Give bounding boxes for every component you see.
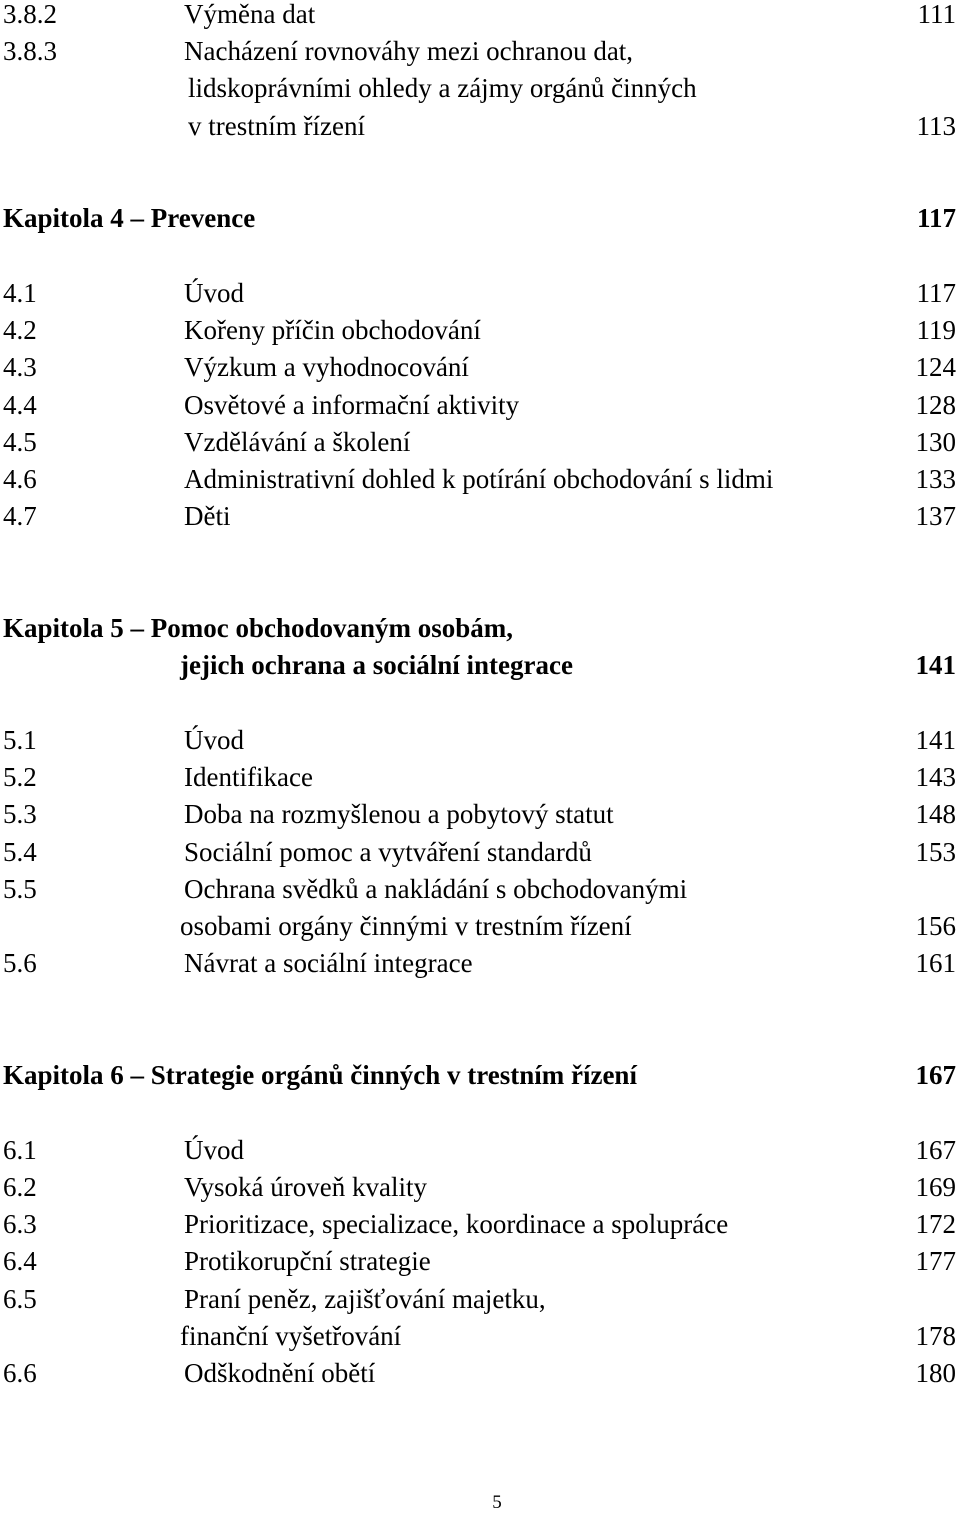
section-title: Protikorupční strategie [184, 1246, 431, 1276]
section-number: 3.8.3 [3, 36, 57, 66]
section-number: 6.6 [3, 1358, 37, 1388]
section-title: Výměna dat [184, 0, 316, 29]
section-title: Úvod [184, 278, 244, 308]
toc-entry-3-8-3-cont2 [0, 108, 960, 145]
page-number: 133 [915, 464, 956, 494]
page-number: 167 [915, 1135, 956, 1165]
page-number: 178 [915, 1321, 956, 1351]
toc-entry-4-6 [0, 461, 960, 498]
toc-entry-6-2 [0, 1169, 960, 1206]
section-number: 5.2 [3, 762, 37, 792]
toc-entry-3-8-3 [0, 33, 960, 70]
section-title: Úvod [184, 1135, 244, 1165]
section-title: Administrativní dohled k potírání obchodování s lidmi [184, 464, 774, 494]
section-title: Úvod [184, 725, 244, 755]
section-title: Sociální pomoc a vytváření standardů [184, 837, 592, 867]
page-number: 156 [915, 911, 956, 941]
toc-entry-4-2 [0, 312, 960, 349]
footer-page-number: 5 [492, 1492, 502, 1513]
page-number: 113 [916, 111, 956, 141]
page-number: 124 [915, 352, 956, 382]
section-title: Praní peněz, zajišťování majetku, [184, 1284, 546, 1314]
page-number: 137 [915, 501, 956, 531]
section-title-continued: osobami orgány činnými v trestním řízení [180, 911, 632, 941]
section-title-continued: v trestním řízení [188, 111, 365, 141]
page-number: 130 [915, 427, 956, 457]
section-number: 5.6 [3, 948, 37, 978]
page-number: 117 [916, 278, 956, 308]
toc-entry-4-1 [0, 275, 960, 312]
page-number: 148 [915, 799, 956, 829]
section-number: 4.2 [3, 315, 37, 345]
toc-entry-6-6 [0, 1355, 960, 1392]
toc-entry-6-4 [0, 1243, 960, 1280]
section-title: Kořeny příčin obchodování [184, 315, 481, 345]
section-title-continued: lidskoprávními ohledy a zájmy orgánů činných [188, 73, 697, 103]
section-number: 4.3 [3, 352, 37, 382]
section-title: Děti [184, 501, 231, 531]
section-number: 5.5 [3, 874, 37, 904]
toc-entry-5-3 [0, 796, 960, 833]
section-number: 6.3 [3, 1209, 37, 1239]
page-number: 161 [915, 948, 956, 978]
chapter-6-heading [0, 1057, 960, 1094]
toc-entry-6-3 [0, 1206, 960, 1243]
page-number: 141 [915, 725, 956, 755]
toc-entry-5-1 [0, 722, 960, 759]
page-footer [0, 1493, 960, 1513]
chapter-5-heading-cont [0, 647, 960, 684]
toc-entry-6-1 [0, 1132, 960, 1169]
page-number: 119 [916, 315, 956, 345]
section-number: 5.3 [3, 799, 37, 829]
section-number: 6.4 [3, 1246, 37, 1276]
section-title: Vysoká úroveň kvality [184, 1172, 427, 1202]
section-title: Nacházení rovnováhy mezi ochranou dat, [184, 36, 634, 66]
chapter-page-number: 117 [916, 203, 956, 233]
toc-entry-5-5-cont [0, 908, 960, 945]
page-number: 111 [917, 0, 956, 29]
chapter-5-heading [0, 610, 960, 647]
section-title: Prioritizace, specializace, koordinace a spolupráce [184, 1209, 729, 1239]
section-title: Doba na rozmyšlenou a pobytový statut [184, 799, 614, 829]
page-number: 172 [915, 1209, 956, 1239]
page-number: 169 [915, 1172, 956, 1202]
section-title: Identifikace [184, 762, 313, 792]
section-number: 5.4 [3, 837, 37, 867]
section-number: 5.1 [3, 725, 37, 755]
section-title: Výzkum a vyhodnocování [184, 352, 469, 382]
page-number: 177 [915, 1246, 956, 1276]
section-title: Návrat a sociální integrace [184, 948, 473, 978]
section-number: 4.4 [3, 390, 37, 420]
toc-entry-4-3 [0, 349, 960, 386]
section-number: 3.8.2 [3, 0, 57, 29]
chapter-title: Kapitola 5 – Pomoc obchodovaným osobám, [3, 613, 514, 643]
page-number: 153 [915, 837, 956, 867]
toc-entry-5-5 [0, 871, 960, 908]
toc-entry-5-2 [0, 759, 960, 796]
section-title: Odškodnění obětí [184, 1358, 376, 1388]
chapter-title: Kapitola 6 – Strategie orgánů činných v trestním řízení [3, 1060, 637, 1090]
toc-entry-6-5 [0, 1281, 960, 1318]
section-number: 4.5 [3, 427, 37, 457]
chapter-title-continued: jejich ochrana a sociální integrace [180, 650, 573, 680]
toc-entry-3-8-3-cont1 [0, 70, 960, 107]
section-number: 6.2 [3, 1172, 37, 1202]
section-title-continued: finanční vyšetřování [180, 1321, 402, 1351]
section-number: 6.5 [3, 1284, 37, 1314]
section-number: 4.1 [3, 278, 37, 308]
toc-entry-6-5-cont [0, 1318, 960, 1355]
page-number: 143 [915, 762, 956, 792]
page-number: 180 [915, 1358, 956, 1388]
toc-entry-4-4 [0, 387, 960, 424]
section-title: Ochrana svědků a nakládání s obchodovanými [184, 874, 688, 904]
section-number: 6.1 [3, 1135, 37, 1165]
section-number: 4.7 [3, 501, 37, 531]
toc-entry-5-4 [0, 834, 960, 871]
chapter-page-number: 167 [915, 1060, 956, 1090]
section-number: 4.6 [3, 464, 37, 494]
section-title: Osvětové a informační aktivity [184, 390, 520, 420]
toc-entry-3-8-2 [0, 0, 960, 33]
chapter-title: Kapitola 4 – Prevence [3, 203, 256, 233]
section-title: Vzdělávání a školení [184, 427, 411, 457]
chapter-page-number: 141 [915, 650, 956, 680]
page-number: 128 [915, 390, 956, 420]
chapter-4-heading [0, 200, 960, 237]
toc-entry-4-5 [0, 424, 960, 461]
toc-entry-5-6 [0, 945, 960, 982]
toc-entry-4-7 [0, 498, 960, 535]
